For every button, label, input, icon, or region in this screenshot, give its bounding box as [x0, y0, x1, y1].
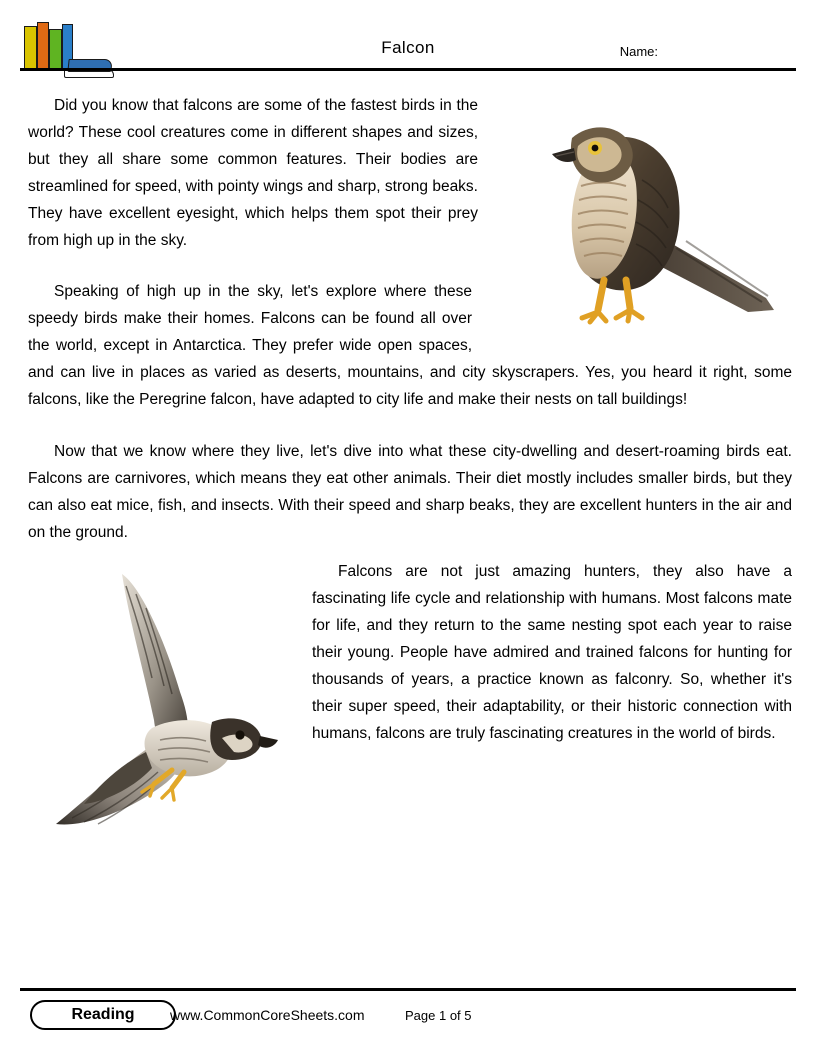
name-field-label: Name: — [619, 44, 658, 59]
page-title: Falcon — [381, 38, 435, 57]
paragraph-2 — [28, 278, 792, 413]
footer-divider — [20, 988, 796, 991]
paragraph-1: Did you know that falcons are some of the fastest birds in the world? These cool creatures come in different shapes and sizes, but they all share some common features. Their bodies are streamlined for speed, with pointy wings and sharp, strong beaks. They have excellent eyesight, which helps them spot their prey from high up in the sky. — [28, 97, 478, 249]
paragraph-4: Falcons are not just amazing hunters, they also have a fascinating life cycle and relationship with humans. Most falcons mate for life, and they return to the same nesting spot each year to raise their young. People have admired and trained falcons for hunting for thousands of years, a practice known as falconry. So, whether it's their super speed, their adaptability, or their historic connection with humans, falcons are truly fascinating creatures in the world of birds. — [312, 563, 792, 742]
text-wrap-spacer — [472, 278, 792, 336]
subject-badge — [30, 1000, 176, 1030]
page-number: Page 1 of 5 — [405, 1008, 472, 1023]
header-divider — [20, 68, 796, 71]
flying-peregrine-photo — [26, 552, 302, 852]
page-footer — [20, 995, 796, 1041]
subject-badge-label: Reading — [71, 1006, 135, 1023]
page-header — [20, 18, 796, 70]
paragraph-2-text: Speaking of high up in the sky, let's explore where these speedy birds make their homes. Falcons can be found all over the world, except in Antarctica. They prefer wide open spaces, and can live in places as varied as deserts, mountains, and city skyscrapers. Yes, you heard it right, some falcons, like the Peregrine falcon, have adapted to city life and make their nests on tall buildings! — [28, 283, 792, 408]
paragraph-3: Now that we know where they live, let's dive into what these city-dwelling and desert-roaming birds eat. Falcons are carnivores, which means they eat other animals. Their diet mostly includes smaller birds, but they can also eat mice, fish, and insects. With their speed and sharp beaks, they are excellent hunters in the air and on the ground. — [28, 443, 792, 541]
website-url[interactable]: www.CommonCoreSheets.com — [170, 1007, 365, 1023]
